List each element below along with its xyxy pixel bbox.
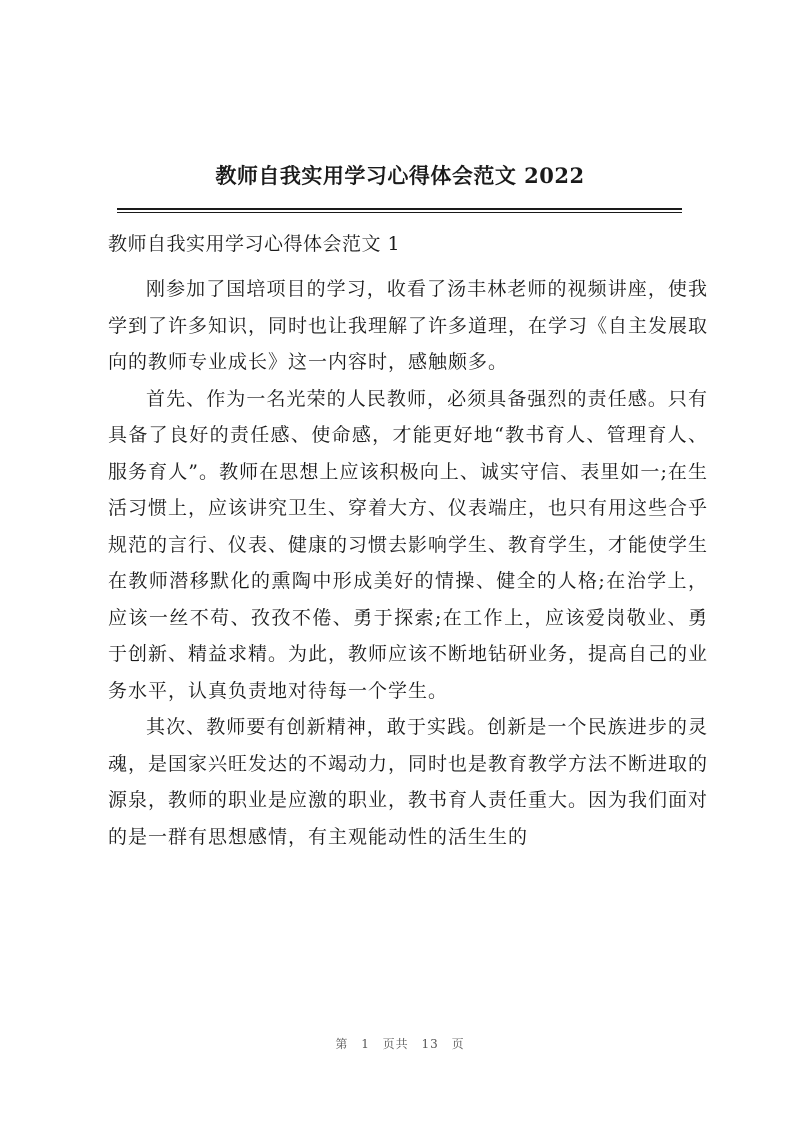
title-divider <box>117 208 682 213</box>
paragraph: 其次、教师要有创新精神，敢于实践。创新是一个民族进步的灵魂，是国家兴旺发达的不竭动力，同时也是教育教学方法不断进取的源泉，教师的职业是应激的职业，教书育人责任重大。因为我们面对的是一群有思想感情，有主观能动性的活生生的 <box>108 716 709 848</box>
section-heading: 教师自我实用学习心得体会范文 1 <box>108 233 401 255</box>
paragraph: 首先、作为一名光荣的人民教师，必须具备强烈的责任感。只有具备了良好的责任感、使命感，才能更好地“教书育人、管理育人、服务育人”。教师在思想上应该积极向上、诚实守信、表里如一;在生活习惯上，应该讲究卫生、穿着大方、仪表端庄，也只有用这些合乎规范的言行、仪表、健康的习惯去影响学生、教育学生，才能使学生在教师潜移默化的熏陶中形成美好的情操、健全的人格;在治学上，应该一丝不苟、孜孜不倦、勇于探索;在工作上，应该爱岗敬业、勇于创新、精益求精。为此，教师应该不断地钻研业务，提高自己的业务水平，认真负责地对待每一个学生。 <box>108 387 709 702</box>
document-body <box>108 271 708 855</box>
paragraph: 刚参加了国培项目的学习，收看了汤丰林老师的视频讲座，使我学到了许多知识，同时也让我理解了许多道理，在学习《自主发展取向的教师专业成长》这一内容时，感触颇多。 <box>108 278 709 373</box>
page-number-footer: 第 1 页共 13 页 <box>335 1037 465 1051</box>
document-title: 教师自我实用学习心得体会范文 2022 <box>215 163 585 188</box>
